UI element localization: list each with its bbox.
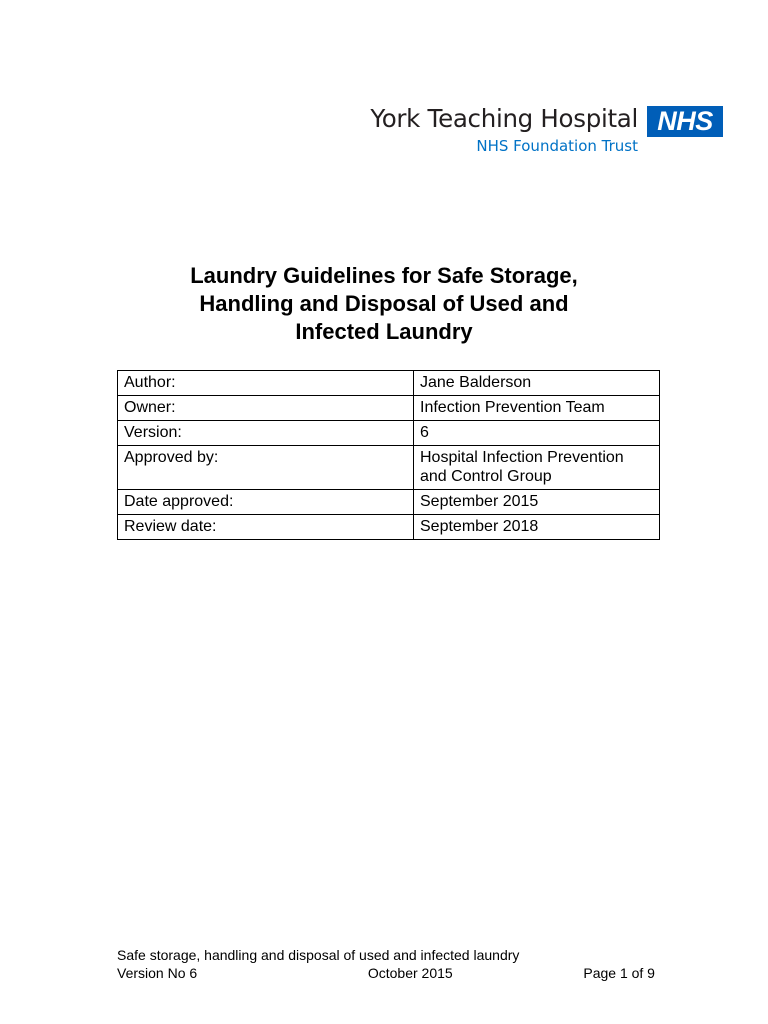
table-cell-label: Approved by: xyxy=(118,446,414,490)
nhs-badge: NHS xyxy=(647,106,723,137)
table-cell-label: Author: xyxy=(118,371,414,396)
table-cell-value: Hospital Infection Prevention and Control Group xyxy=(414,446,660,490)
table-cell-label: Date approved: xyxy=(118,490,414,515)
title-line: Infected Laundry xyxy=(295,319,473,344)
table-cell-value: Infection Prevention Team xyxy=(414,396,660,421)
table-cell-value: September 2015 xyxy=(414,490,660,515)
footer-document-name: Safe storage, handling and disposal of used and infected laundry xyxy=(117,947,520,963)
table-row xyxy=(118,371,660,396)
table-row xyxy=(118,515,660,540)
table-row xyxy=(118,396,660,421)
table-cell-value: Jane Balderson xyxy=(414,371,660,396)
table-cell-value: 6 xyxy=(414,421,660,446)
table-cell-value: September 2018 xyxy=(414,515,660,540)
document-info-table xyxy=(117,370,660,540)
footer-page-number: Page 1 of 9 xyxy=(583,965,655,981)
logo-text xyxy=(370,104,638,156)
title-line: Handling and Disposal of Used and xyxy=(199,291,569,316)
org-subtitle: NHS Foundation Trust xyxy=(476,137,638,155)
table-row xyxy=(118,421,660,446)
document-title xyxy=(0,262,768,346)
page-footer xyxy=(117,946,655,982)
table-cell-label: Review date: xyxy=(118,515,414,540)
footer-version: Version No 6 xyxy=(117,965,198,981)
table-row xyxy=(118,446,660,490)
org-name: York Teaching Hospital xyxy=(370,104,638,133)
table-cell-label: Version: xyxy=(118,421,414,446)
table-cell-label: Owner: xyxy=(118,396,414,421)
footer-info-row xyxy=(117,964,655,982)
trust-logo xyxy=(370,104,723,156)
title-line: Laundry Guidelines for Safe Storage, xyxy=(190,263,578,288)
footer-date: October 2015 xyxy=(367,965,453,981)
table-row xyxy=(118,490,660,515)
